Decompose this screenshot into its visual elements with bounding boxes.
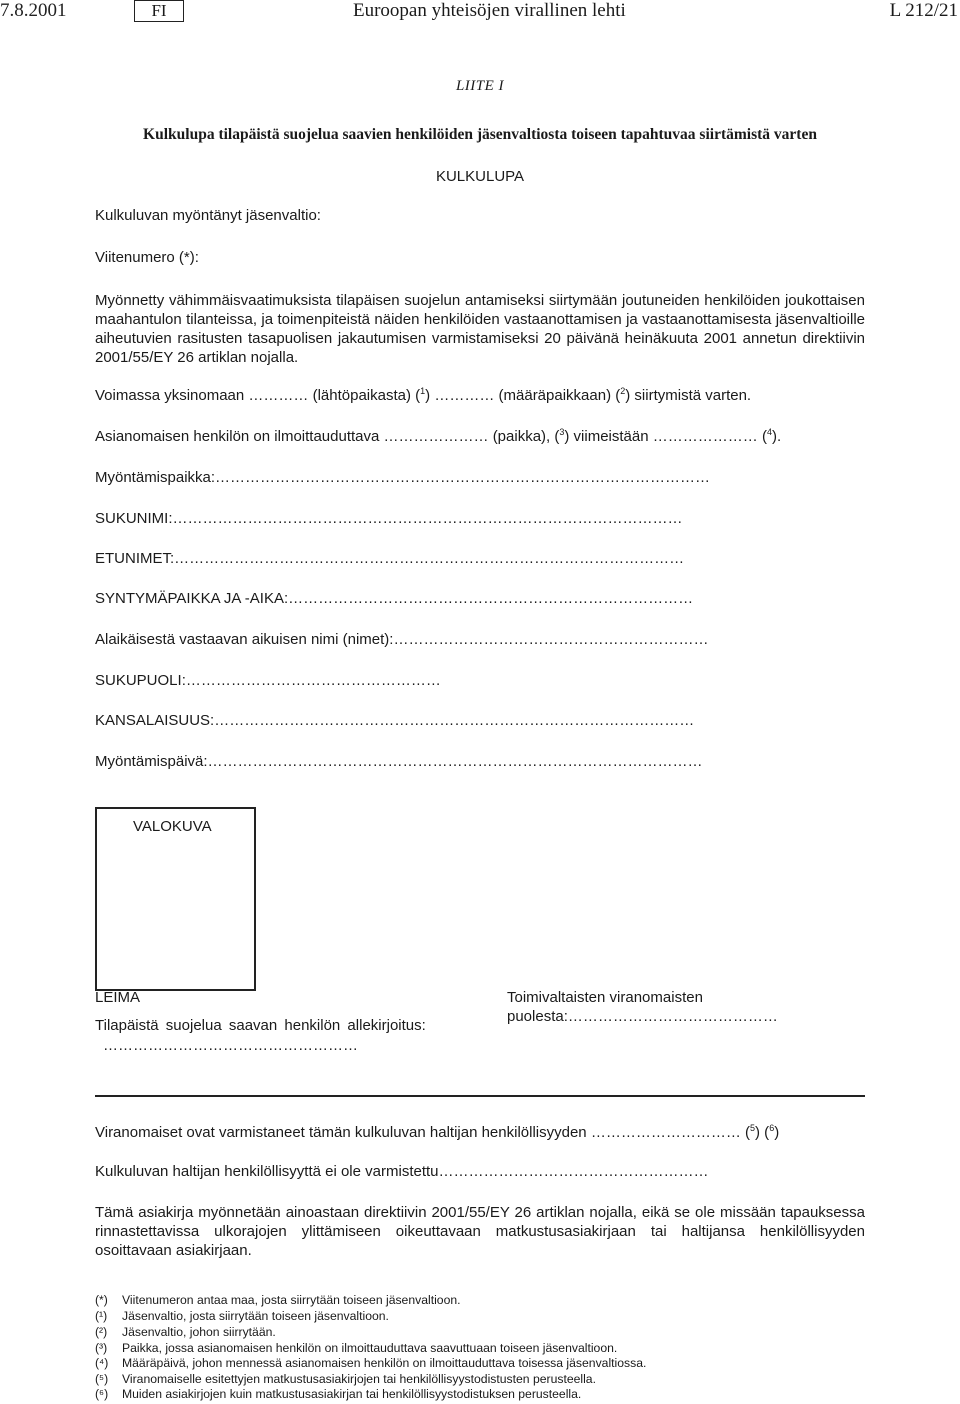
verified-text: Viranomaiset ovat varmistaneet tämän kulkuluvan haltijan henkilöllisyyden <box>95 1124 587 1141</box>
footnote <box>95 1325 276 1340</box>
verified-dots: ………………………… <box>590 1124 741 1141</box>
field-dots: ……………………………………………………………………… <box>288 590 694 607</box>
form-title: KULKULUPA <box>435 168 525 185</box>
footnote-text: Muiden asiakirjojen kuin matkustusasiakirjan tai henkilöllisyystodistuksen perusteella. <box>122 1387 582 1401</box>
annex-title: LIITE I <box>455 78 505 94</box>
footnote <box>95 1293 461 1308</box>
authority-dots: …………………………………… <box>567 1008 778 1025</box>
footnote-mark: (⁵) <box>95 1372 109 1386</box>
validity-dots-destination: ………… <box>434 387 495 404</box>
signature-dots: …………………………………………… <box>103 1037 358 1054</box>
stamp-label: LEIMA <box>95 989 141 1006</box>
field-label: Myöntämispäivä: <box>95 753 208 770</box>
footnote-ref-4: 4 <box>766 427 772 437</box>
document-heading: Kulkulupa tilapäistä suojelua saavien henkilöiden jäsenvaltiosta toiseen tapahtuvaa siirtämistä varten <box>143 126 817 143</box>
footnote-ref-5: 5 <box>750 1123 756 1133</box>
field-dots: …………………………………………… <box>185 672 441 689</box>
photo-label: VALOKUVA <box>133 818 212 835</box>
reporting-dots-date: ………………… <box>652 428 758 445</box>
field-forenames <box>95 550 684 567</box>
field-nationality <box>95 712 694 729</box>
footnote-ref-6: 6 <box>769 1123 775 1133</box>
validity-dots-origin: ………… <box>248 387 309 404</box>
footnote-text: Paikka, jossa asianomaisen henkilön on ilmoittauduttava saavuttuaan toiseen jäsenvaltioon. <box>122 1341 618 1355</box>
authority-line2 <box>507 1008 778 1025</box>
field-birth-place-date <box>95 590 693 607</box>
validity-destination: (määräpaikkaan) ( <box>498 387 621 404</box>
field-dots: ………………………………………………………………………………………… <box>172 510 683 527</box>
not-verified-text: Kulkuluvan haltijan henkilöllisyyttä ei ole varmistettu <box>95 1163 439 1180</box>
footnote-text: Jäsenvaltio, josta siirrytään toiseen jäsenvaltioon. <box>122 1309 389 1323</box>
footnote-mark: (⁶) <box>95 1387 109 1401</box>
footnote-ref-1: 1 <box>420 386 426 396</box>
issuing-state-label: Kulkuluvan myöntänyt jäsenvaltio: <box>95 207 321 224</box>
field-label: SUKUPUOLI: <box>95 672 186 689</box>
footnote-text: Viitenumeron antaa maa, josta siirrytään toiseen jäsenvaltioon. <box>122 1293 461 1307</box>
footnote-text: Jäsenvaltio, johon siirrytään. <box>122 1325 276 1339</box>
footnote-mark: (⁴) <box>95 1356 109 1370</box>
verified-close: ) <box>774 1124 780 1141</box>
validity-line <box>95 386 751 404</box>
footnote-mark: (¹) <box>95 1309 108 1323</box>
not-verified-dots: ……………………………………………… <box>438 1163 709 1180</box>
field-label: ETUNIMET: <box>95 550 175 567</box>
verified-mid: ) ( <box>755 1124 770 1141</box>
footnote <box>95 1387 581 1402</box>
page-reference: L 212/21 <box>889 0 958 21</box>
field-label: KANSALAISUUS: <box>95 712 215 729</box>
authority-label: Toimivaltaisten viranomaisten <box>507 989 703 1006</box>
footnote-mark: (*) <box>95 1293 108 1307</box>
separator-rule <box>95 1095 865 1097</box>
validity-suffix: ) siirtymistä varten. <box>625 387 752 404</box>
verified-open: ( <box>745 1124 750 1141</box>
closing-paragraph: Tämä asiakirja myönnetään ainoastaan direktiivin 2001/55/EY 26 artiklan nojalla, eikä se ole missään tapauksessa rinnastettavissa ulkorajojen ylittämiseen oikeuttavaan matkustusasiakirjaan tai haltijansa henkilöllisyyden osoittavaan asiakirjaan. <box>95 1204 865 1259</box>
footnote-text: Määräpäivä, johon mennessä asianomaisen henkilön on ilmoittauduttava toisessa jäsenvaltiossa. <box>122 1356 647 1370</box>
reference-number-label: Viitenumero (*): <box>95 249 199 266</box>
field-label: Myöntämispaikka: <box>95 469 216 486</box>
signature-label: Tilapäistä suojelua saavan henkilön allekirjoitus: <box>95 1017 426 1034</box>
footnote <box>95 1372 596 1387</box>
reporting-dots-place: ………………… <box>383 428 489 445</box>
field-place-of-issue <box>95 469 710 486</box>
field-label: Alaikäisestä vastaavan aikuisen nimi (nimet): <box>95 631 394 648</box>
footnote-ref-2: 2 <box>620 386 626 396</box>
footnote <box>95 1309 389 1324</box>
reporting-deadline: ) viimeistään <box>564 428 649 445</box>
reporting-prefix: Asianomaisen henkilön on ilmoittauduttava <box>95 428 380 445</box>
journal-title: Euroopan yhteisöjen virallinen lehti <box>353 0 626 21</box>
identity-not-verified-line <box>95 1163 709 1180</box>
reporting-open: ( <box>761 428 767 445</box>
validity-close1: ) <box>425 387 431 404</box>
field-dots: ……………………………………………………………………………………… <box>215 469 711 486</box>
field-label: SUKUNIMI: <box>95 510 173 527</box>
field-label: SYNTYMÄPAIKKA JA -AIKA: <box>95 590 289 607</box>
field-dots: ……………………………………………………… <box>393 631 709 648</box>
reporting-place: (paikka), ( <box>492 428 560 445</box>
field-surname <box>95 510 683 527</box>
authority-label-cont: puolesta: <box>507 1008 568 1025</box>
identity-verified-line <box>95 1123 779 1141</box>
intro-paragraph: Myönnetty vähimmäisvaatimuksista tilapäisen suojelun antamiseksi siirtymään joutuneiden henkilöiden joukottaisen maahantulon tilanteissa, ja toimenpiteistä näiden henkilöiden vastaanottamisen ja vastaanottamisesta jäsenvaltioille aiheutuvien rasitusten tasapuolisen jakautumisen varmistamiseksi 20 päivänä heinäkuuta 2001 annetun direktiivin 2001/55/EY 26 artiklan nojalla. <box>95 292 865 366</box>
header-date: 7.8.2001 <box>0 0 67 21</box>
validity-origin: (lähtöpaikasta) ( <box>312 387 421 404</box>
field-date-of-issue <box>95 753 703 770</box>
field-dots: ………………………………………………………………………………………… <box>174 550 685 567</box>
field-dots: …………………………………………………………………………………… <box>214 712 695 729</box>
language-code-box: FI <box>134 0 184 22</box>
field-sex <box>95 672 441 689</box>
photo-box <box>95 807 256 991</box>
field-dots: ……………………………………………………………………………………… <box>207 753 703 770</box>
reporting-suffix: ). <box>771 428 782 445</box>
footnote <box>95 1356 646 1371</box>
footnote <box>95 1341 617 1356</box>
footnote-text: Viranomaiselle esitettyjen matkustusasiakirjojen tai henkilöllisyystodistusten perusteella. <box>122 1372 596 1386</box>
validity-prefix: Voimassa yksinomaan <box>95 387 245 404</box>
field-guardian-name <box>95 631 708 648</box>
reporting-line <box>95 427 781 445</box>
footnote-mark: (³) <box>95 1341 108 1355</box>
footnote-mark: (²) <box>95 1325 108 1339</box>
footnote-ref-3: 3 <box>559 427 565 437</box>
